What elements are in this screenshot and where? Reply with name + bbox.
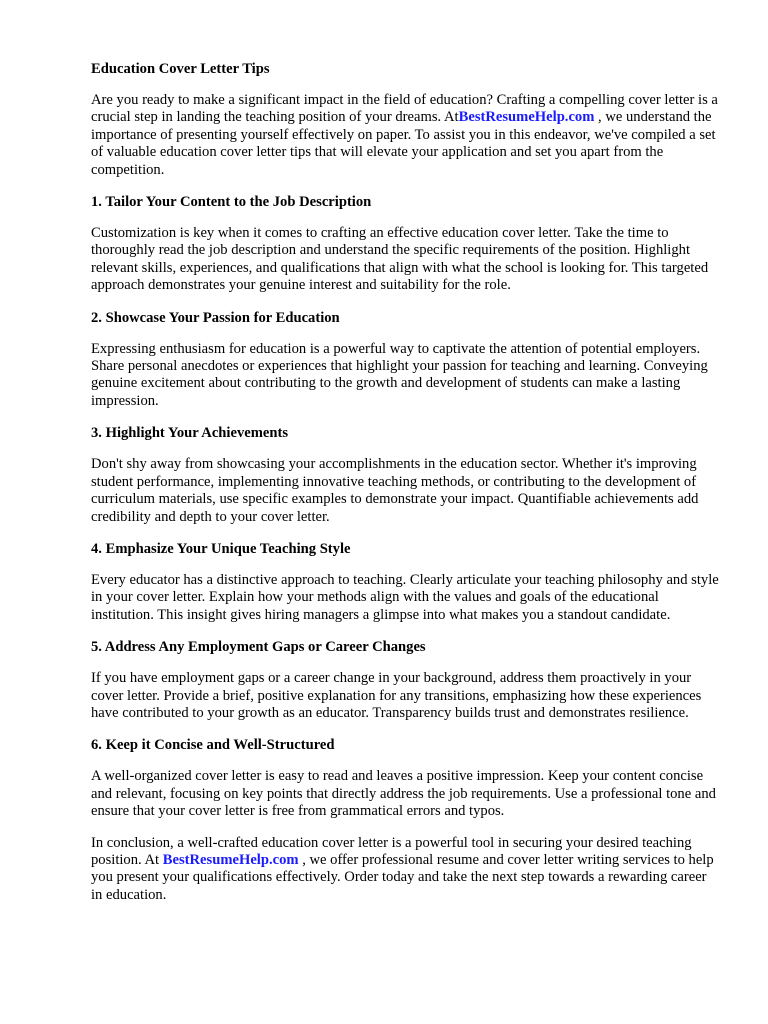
document-page [91,60,721,918]
conclusion-link-bestresumehelp[interactable]: BestResumeHelp.com [162,851,299,868]
document-title: Education Cover Letter Tips [91,61,270,77]
intro-text-before: Are you ready to make a significant impact in the field of education? Crafting a compelling cover letter is a crucial step in landing the teaching position of your dreams. At [91,92,718,126]
intro-link-bestresumehelp[interactable]: BestResumeHelp.com [458,109,595,126]
section-3-heading: 3. Highlight Your Achievements [91,425,289,442]
section-2-body: Expressing enthusiasm for education is a powerful way to captivate the attention of potential employers. Share personal anecdotes or experiences that highlight your passion for teaching and learning. Conveying genuine excitement about contributing to the growth and development of students can make a lasting impression. [91,340,708,409]
section-1-heading: 1. Tailor Your Content to the Job Description [91,194,372,211]
conclusion-paragraph [91,835,721,905]
section-2-heading: 2. Showcase Your Passion for Education [91,309,340,326]
section-5-heading: 5. Address Any Employment Gaps or Career Changes [91,639,426,656]
conclusion-text-after: , we offer professional resume and cover letter writing services to help you present your qualifications effectively. Order today and take the next step towards a rewarding career in education. [91,851,714,903]
section-1-body: Customization is key when it comes to crafting an effective education cover letter. Take the time to thoroughly read the job description and understand the specific requirements of the position. Highlight relevant skills, experiences, and qualifications that align with what the school is looking for. This targeted approach demonstrates your genuine interest and suitability for the role. [91,225,709,294]
section-4-body: Every educator has a distinctive approach to teaching. Clearly articulate your teaching philosophy and style in your cover letter. Explain how your methods align with the values and goals of the educational institution. This insight gives hiring managers a glimpse into what makes you a standout candidate. [91,571,719,623]
section-6-body: A well-organized cover letter is easy to read and leaves a positive impression. Keep your content concise and relevant, focusing on key points that directly address the job requirements. Use a professional tone and ensure that your cover letter is free from grammatical errors and typos. [91,768,716,820]
conclusion-text-before: In conclusion, a well-crafted education cover letter is a powerful tool in securing your desired teaching position. At [91,834,692,868]
section-3-body: Don't shy away from showcasing your accomplishments in the education sector. Whether it's improving student performance, implementing innovative teaching methods, or contributing to the development of curriculum materials, use specific examples to demonstrate your impact. Quantifiable achievements add credibility and depth to your cover letter. [91,456,699,525]
section-6-heading: 6. Keep it Concise and Well-Structured [91,737,335,754]
section-4-heading: 4. Emphasize Your Unique Teaching Style [91,540,351,557]
intro-text-after: , we understand the importance of presenting yourself effectively on paper. To assist you in this endeavor, we've compiled a set of valuable education cover letter tips that will elevate your application and set you apart from the competition. [91,109,716,178]
intro-paragraph [91,92,721,179]
section-5-body: If you have employment gaps or a career change in your background, address them proactively in your cover letter. Provide a brief, positive explanation for any transitions, emphasizing how these experiences have contributed to your growth as an educator. Transparency builds trust and demonstrates resilience. [91,670,702,721]
